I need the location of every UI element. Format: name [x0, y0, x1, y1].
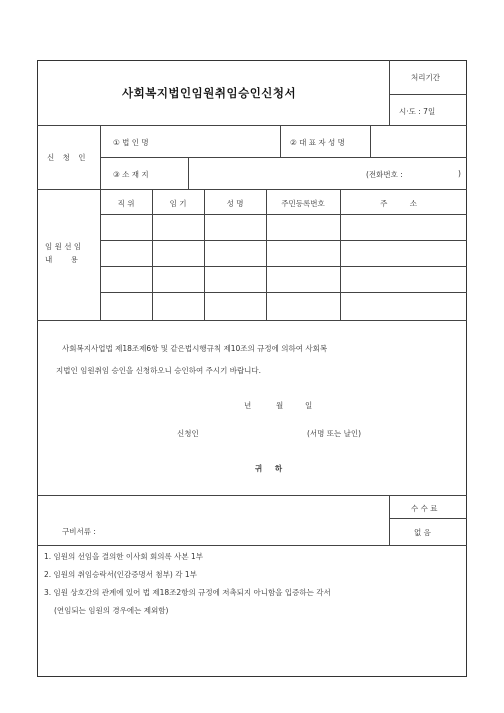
fee-label: 수 수 료 [411, 504, 438, 513]
documents-label: 구비서류 : [62, 527, 96, 536]
phone-label: (전화번호 : [366, 170, 403, 179]
col-header-name: 성 명 [226, 199, 244, 208]
document-note: (연임되는 임원의 경우에는 제외함) [54, 606, 169, 615]
officers-label-line2: 내 용 [45, 255, 86, 264]
form-title: 사회복지법인임원취임승인신청서 [122, 86, 297, 100]
officers-row-line-1 [100, 240, 467, 241]
col-header-resident-number: 주민등록번호 [281, 199, 325, 208]
address-label: ③ 소 재 지 [113, 170, 149, 179]
applicant-top-line [37, 125, 467, 126]
header-divider [389, 60, 390, 125]
body-text-line1: 사회복지사업법 제18조제6항 및 같은법시행규칙 제10조의 규정에 의하여 사회복 [62, 344, 328, 353]
processing-period-label: 처리기간 [411, 73, 440, 82]
fee-mid-line [389, 518, 467, 519]
col-header-term: 임 기 [169, 199, 187, 208]
signature-note: (서명 또는 날인) [307, 429, 362, 438]
representative-label: ② 대 표 자 성 명 [290, 138, 345, 147]
body-top-line [37, 320, 467, 321]
date-day: 일 [305, 401, 313, 410]
date-year: 년 [244, 401, 252, 410]
processing-period-value: 시·도 : 7일 [399, 107, 436, 116]
document-item-2: 2. 임원의 취임승락서(인감증명서 첨부) 각 1부 [44, 570, 197, 579]
col-header-address: 주 소 [380, 199, 427, 208]
applicant-label: 신 청 인 [47, 153, 89, 162]
officers-label-line1: 임 원 선 임 [45, 242, 82, 251]
fee-top-line [37, 495, 467, 496]
officers-row-line-2 [100, 266, 467, 267]
addressee: 귀 하 [255, 464, 288, 473]
col-header-position: 직 위 [117, 199, 135, 208]
applicant-signature-label: 신청인 [177, 429, 199, 438]
officers-header-line [100, 214, 467, 215]
address-label-divider [188, 157, 189, 189]
fee-divider [389, 495, 390, 545]
corp-name-label: ① 법 인 명 [113, 138, 149, 147]
processing-divider [389, 94, 467, 95]
applicant-mid-line [100, 157, 467, 158]
rep-value-divider [370, 125, 371, 157]
fee-value: 없 음 [414, 528, 431, 537]
phone-close: ) [458, 169, 461, 178]
officers-top-line [37, 189, 467, 190]
corp-rep-divider [280, 125, 281, 157]
label-column-divider [100, 125, 101, 320]
date-month: 월 [276, 401, 284, 410]
officers-row-line-3 [100, 292, 467, 293]
document-item-3: 3. 임원 상호간의 관계에 있어 법 제18조2항의 규정에 저촉되지 아니함을 입증하는 각서 [44, 588, 331, 597]
body-text-line2: 지법인 임원취임 승인을 신청하오니 승인하여 주시기 바랍니다. [56, 366, 262, 375]
documents-bottom-line [37, 545, 467, 546]
document-item-1: 1. 임원의 선임을 결의한 이사회 회의록 사본 1부 [44, 552, 204, 561]
